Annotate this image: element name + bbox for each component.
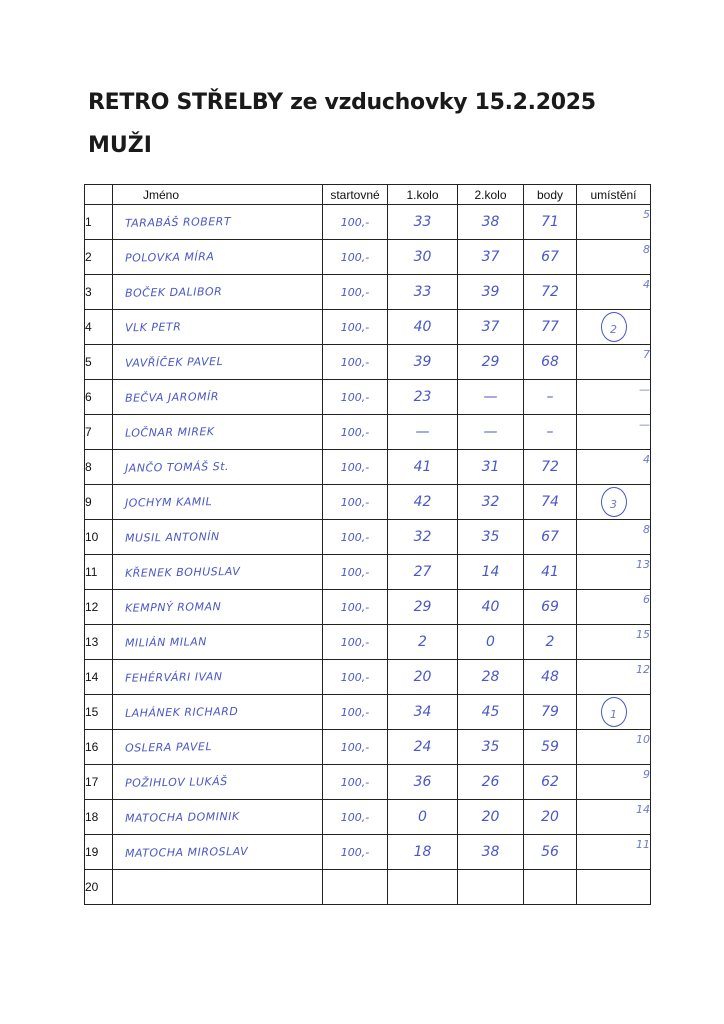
placement-value: 6 xyxy=(643,593,650,606)
entry-fee xyxy=(323,485,388,520)
row-number: 10 xyxy=(85,520,113,555)
round2-score xyxy=(458,450,524,485)
entry-fee-value: 100,- xyxy=(340,566,370,579)
entry-fee xyxy=(323,380,388,415)
row-number: 16 xyxy=(85,730,113,765)
header-fee: startovné xyxy=(323,185,388,205)
round2-score xyxy=(458,415,524,450)
competitor-name-value: MATOCHA DOMINIK xyxy=(124,809,240,825)
table-row xyxy=(85,380,651,415)
round2-score xyxy=(458,380,524,415)
round2-score xyxy=(458,590,524,625)
placement xyxy=(577,870,651,905)
competitor-name-value: VAVŘÍČEK PAVEL xyxy=(124,355,224,370)
placement xyxy=(577,415,651,450)
entry-fee-value: 100,- xyxy=(340,846,370,859)
row-number: 3 xyxy=(85,275,113,310)
header-points: body xyxy=(524,185,577,205)
placement-value: 9 xyxy=(643,768,650,781)
entry-fee xyxy=(323,415,388,450)
total-points-value: 2 xyxy=(545,634,555,650)
round2-score-value: 0 xyxy=(486,634,495,650)
round1-score-value: 30 xyxy=(413,249,432,265)
table-header-row xyxy=(85,185,651,205)
entry-fee xyxy=(323,450,388,485)
entry-fee xyxy=(323,765,388,800)
competitor-name xyxy=(113,555,323,590)
round1-score-value: 23 xyxy=(413,389,432,405)
entry-fee-value: 100,- xyxy=(340,461,370,474)
placement-value: 8 xyxy=(643,243,650,256)
entry-fee-value: 100,- xyxy=(340,391,370,404)
total-points-value: 72 xyxy=(541,284,559,300)
placement xyxy=(577,450,651,485)
placement-value: 14 xyxy=(636,803,650,816)
row-number: 7 xyxy=(85,415,113,450)
total-points xyxy=(524,275,577,310)
entry-fee-value: 100,- xyxy=(340,636,370,649)
row-number: 1 xyxy=(85,205,113,240)
round2-score-value: 38 xyxy=(481,214,500,230)
entry-fee-value: 100,- xyxy=(340,601,370,614)
competitor-name xyxy=(113,450,323,485)
round2-score xyxy=(458,625,524,660)
round1-score xyxy=(388,660,458,695)
round2-score xyxy=(458,205,524,240)
table-row xyxy=(85,415,651,450)
entry-fee-value: 100,- xyxy=(340,811,370,824)
entry-fee-value: 100,- xyxy=(340,321,370,334)
row-number: 4 xyxy=(85,310,113,345)
total-points xyxy=(524,310,577,345)
round2-score xyxy=(458,520,524,555)
round1-score xyxy=(388,485,458,520)
placement-value: 15 xyxy=(636,628,650,641)
placement xyxy=(577,765,651,800)
round1-score-value: 33 xyxy=(413,214,432,230)
results-table xyxy=(84,184,651,905)
entry-fee-value: 100,- xyxy=(340,531,370,544)
row-number: 20 xyxy=(85,870,113,905)
total-points-value: 41 xyxy=(541,564,559,580)
round2-score-value: — xyxy=(483,424,498,440)
table-row xyxy=(85,730,651,765)
round1-score xyxy=(388,625,458,660)
entry-fee-value: 100,- xyxy=(340,776,370,789)
round1-score xyxy=(388,275,458,310)
round1-score xyxy=(388,415,458,450)
row-number: 14 xyxy=(85,660,113,695)
round1-score-value: 18 xyxy=(413,844,432,860)
placement-circle xyxy=(601,312,627,342)
competitor-name-value: POLOVKA MÍRA xyxy=(124,250,215,265)
header-name: Jméno xyxy=(113,185,323,205)
row-number: 19 xyxy=(85,835,113,870)
round1-score-value: 33 xyxy=(413,284,432,300)
total-points-value: 59 xyxy=(541,739,559,755)
round1-score-value: 41 xyxy=(413,459,432,475)
row-number: 9 xyxy=(85,485,113,520)
table-row xyxy=(85,310,651,345)
competitor-name-value: BOČEK DALIBOR xyxy=(124,285,223,300)
round2-score-value: 39 xyxy=(481,284,500,300)
table-row xyxy=(85,800,651,835)
competitor-name-value: LOČNAR MIREK xyxy=(124,425,215,440)
total-points-value: 20 xyxy=(541,809,559,825)
total-points xyxy=(524,520,577,555)
placement-value: 5 xyxy=(643,208,650,221)
round2-score-value: 35 xyxy=(481,739,500,755)
round1-score xyxy=(388,800,458,835)
competitor-name-value: BEČVA JAROMÍR xyxy=(124,390,220,405)
entry-fee-value: 100,- xyxy=(340,496,370,509)
entry-fee xyxy=(323,345,388,380)
entry-fee xyxy=(323,730,388,765)
row-number: 6 xyxy=(85,380,113,415)
competitor-name xyxy=(113,485,323,520)
round1-score xyxy=(388,345,458,380)
placement-value: 10 xyxy=(636,733,650,746)
competitor-name xyxy=(113,870,323,905)
total-points-value: 69 xyxy=(541,599,559,615)
round2-score xyxy=(458,835,524,870)
table-row xyxy=(85,240,651,275)
placement-value: 2 xyxy=(610,323,617,336)
competitor-name xyxy=(113,695,323,730)
round1-score xyxy=(388,380,458,415)
round1-score xyxy=(388,695,458,730)
round1-score xyxy=(388,205,458,240)
round2-score-value: 35 xyxy=(481,529,500,545)
table-row xyxy=(85,205,651,240)
total-points-value: 62 xyxy=(541,774,559,790)
total-points xyxy=(524,485,577,520)
total-points xyxy=(524,835,577,870)
placement xyxy=(577,520,651,555)
placement-value: 13 xyxy=(636,558,650,571)
entry-fee-value: 100,- xyxy=(340,671,370,684)
placement xyxy=(577,205,651,240)
competitor-name xyxy=(113,275,323,310)
placement xyxy=(577,590,651,625)
entry-fee xyxy=(323,240,388,275)
table-row xyxy=(85,625,651,660)
round1-score-value: 42 xyxy=(413,494,432,510)
round1-score xyxy=(388,520,458,555)
competitor-name xyxy=(113,415,323,450)
row-number: 17 xyxy=(85,765,113,800)
round1-score xyxy=(388,765,458,800)
total-points xyxy=(524,450,577,485)
placement xyxy=(577,240,651,275)
total-points-value: 67 xyxy=(541,249,559,265)
round1-score-value: 0 xyxy=(418,809,427,825)
total-points xyxy=(524,205,577,240)
table-row xyxy=(85,835,651,870)
competitor-name-value: VLK PETR xyxy=(124,320,182,335)
header-round2: 2.kolo xyxy=(458,185,524,205)
entry-fee xyxy=(323,310,388,345)
total-points xyxy=(524,730,577,765)
entry-fee xyxy=(323,870,388,905)
round2-score-value: 45 xyxy=(481,704,500,720)
header-place: umístění xyxy=(577,185,651,205)
round2-score xyxy=(458,660,524,695)
round1-score-value: 27 xyxy=(413,564,432,580)
table-row xyxy=(85,520,651,555)
total-points-value: 67 xyxy=(541,529,559,545)
placement xyxy=(577,835,651,870)
competitor-name xyxy=(113,730,323,765)
entry-fee-value: 100,- xyxy=(340,251,370,264)
round1-score-value: 20 xyxy=(413,669,432,685)
round2-score-value: 29 xyxy=(481,354,500,370)
table-row xyxy=(85,450,651,485)
competitor-name-value: JANČO TOMÁŠ St. xyxy=(124,459,230,475)
competitor-name-value: MILIÁN MILAN xyxy=(124,635,208,650)
round2-score-value: 32 xyxy=(481,494,500,510)
competitor-name-value: KEMPNÝ ROMAN xyxy=(124,600,222,615)
total-points xyxy=(524,625,577,660)
placement xyxy=(577,800,651,835)
round1-score xyxy=(388,555,458,590)
round2-score-value: 26 xyxy=(481,774,500,790)
competitor-name xyxy=(113,380,323,415)
round2-score-value: 40 xyxy=(481,599,500,615)
round1-score xyxy=(388,590,458,625)
round2-score-value: 14 xyxy=(481,564,500,580)
entry-fee xyxy=(323,520,388,555)
competitor-name xyxy=(113,520,323,555)
total-points xyxy=(524,555,577,590)
row-number: 13 xyxy=(85,625,113,660)
round2-score-value: 37 xyxy=(481,249,500,265)
total-points-value: 77 xyxy=(541,319,559,335)
total-points xyxy=(524,590,577,625)
placement xyxy=(577,380,651,415)
competitor-name-value: FEHÉRVÁRI IVAN xyxy=(124,670,223,685)
placement-value: 8 xyxy=(643,523,650,536)
competitor-name-value: JOCHYM KAMIL xyxy=(124,495,213,510)
round2-score-value: — xyxy=(483,389,498,405)
entry-fee-value: 100,- xyxy=(340,356,370,369)
total-points xyxy=(524,240,577,275)
round1-score xyxy=(388,835,458,870)
row-number: 2 xyxy=(85,240,113,275)
header-round1: 1.kolo xyxy=(388,185,458,205)
placement-value: 11 xyxy=(636,838,650,851)
table-row xyxy=(85,275,651,310)
competitor-name-value: POŽIHLOV LUKÁŠ xyxy=(124,774,228,790)
entry-fee-value: 100,- xyxy=(340,286,370,299)
total-points xyxy=(524,415,577,450)
competitor-name-value: TARABÁŠ ROBERT xyxy=(124,214,232,230)
round2-score-value: 38 xyxy=(481,844,500,860)
round1-score xyxy=(388,450,458,485)
table-row xyxy=(85,870,651,905)
placement-value: 4 xyxy=(643,278,650,291)
table-row xyxy=(85,345,651,380)
entry-fee-value: 100,- xyxy=(340,216,370,229)
total-points-value: 74 xyxy=(541,494,559,510)
round1-score-value: 36 xyxy=(413,774,432,790)
round1-score-value: — xyxy=(415,424,430,440)
competitor-name xyxy=(113,590,323,625)
round2-score xyxy=(458,695,524,730)
placement-value: — xyxy=(639,418,650,431)
entry-fee xyxy=(323,275,388,310)
row-number: 11 xyxy=(85,555,113,590)
round2-score xyxy=(458,800,524,835)
round2-score xyxy=(458,555,524,590)
round2-score xyxy=(458,345,524,380)
round1-score-value: 32 xyxy=(413,529,432,545)
entry-fee xyxy=(323,205,388,240)
total-points-value: – xyxy=(546,424,554,440)
table-row xyxy=(85,555,651,590)
entry-fee xyxy=(323,695,388,730)
total-points xyxy=(524,660,577,695)
placement xyxy=(577,695,651,730)
placement-value: 3 xyxy=(610,498,617,511)
competitor-name xyxy=(113,625,323,660)
placement xyxy=(577,275,651,310)
entry-fee-value: 100,- xyxy=(340,741,370,754)
row-number: 5 xyxy=(85,345,113,380)
row-number: 12 xyxy=(85,590,113,625)
table-row xyxy=(85,590,651,625)
entry-fee-value: 100,- xyxy=(340,706,370,719)
entry-fee xyxy=(323,835,388,870)
round1-score xyxy=(388,240,458,275)
placement-value: 4 xyxy=(643,453,650,466)
round1-score-value: 39 xyxy=(413,354,432,370)
total-points-value: 79 xyxy=(541,704,559,720)
total-points-value: 71 xyxy=(541,214,559,230)
placement-value: 1 xyxy=(610,708,617,721)
competitor-name-value: KŘENEK BOHUSLAV xyxy=(124,564,241,580)
document-title: RETRO STŘELBY ze vzduchovky 15.2.2025 xyxy=(88,90,596,115)
total-points xyxy=(524,380,577,415)
competitor-name xyxy=(113,835,323,870)
row-number: 18 xyxy=(85,800,113,835)
total-points-value: 48 xyxy=(541,669,559,685)
total-points-value: – xyxy=(546,389,554,405)
competitor-name xyxy=(113,240,323,275)
total-points-value: 72 xyxy=(541,459,559,475)
round2-score xyxy=(458,485,524,520)
round1-score-value: 40 xyxy=(413,319,432,335)
table-row xyxy=(85,765,651,800)
total-points-value: 68 xyxy=(541,354,559,370)
total-points-value: 56 xyxy=(541,844,559,860)
entry-fee xyxy=(323,555,388,590)
total-points xyxy=(524,870,577,905)
competitor-name xyxy=(113,205,323,240)
table-row xyxy=(85,660,651,695)
competitor-name-value: OSLERA PAVEL xyxy=(124,740,213,755)
placement-circle xyxy=(601,697,627,727)
competitor-name xyxy=(113,345,323,380)
round1-score-value: 29 xyxy=(413,599,432,615)
placement-value: — xyxy=(639,383,650,396)
round2-score-value: 20 xyxy=(481,809,500,825)
competitor-name xyxy=(113,800,323,835)
entry-fee xyxy=(323,800,388,835)
round2-score-value: 37 xyxy=(481,319,500,335)
round1-score xyxy=(388,730,458,765)
placement xyxy=(577,485,651,520)
round2-score-value: 28 xyxy=(481,669,500,685)
placement xyxy=(577,730,651,765)
row-number: 15 xyxy=(85,695,113,730)
round2-score xyxy=(458,275,524,310)
round2-score xyxy=(458,730,524,765)
placement xyxy=(577,660,651,695)
total-points xyxy=(524,345,577,380)
round2-score xyxy=(458,870,524,905)
round1-score xyxy=(388,870,458,905)
round2-score xyxy=(458,240,524,275)
document-subtitle: MUŽI xyxy=(88,133,152,158)
table-row xyxy=(85,695,651,730)
row-number: 8 xyxy=(85,450,113,485)
competitor-name-value: MATOCHA MIROSLAV xyxy=(124,844,249,860)
competitor-name-value: MUSIL ANTONÍN xyxy=(124,530,220,545)
total-points xyxy=(524,800,577,835)
total-points xyxy=(524,765,577,800)
competitor-name xyxy=(113,310,323,345)
placement xyxy=(577,625,651,660)
table-row xyxy=(85,485,651,520)
placement-circle xyxy=(601,487,627,517)
entry-fee xyxy=(323,625,388,660)
placement-value: 7 xyxy=(643,348,650,361)
round1-score-value: 34 xyxy=(413,704,432,720)
round2-score-value: 31 xyxy=(481,459,500,475)
round1-score-value: 2 xyxy=(418,634,427,650)
round1-score-value: 24 xyxy=(413,739,432,755)
round1-score xyxy=(388,310,458,345)
placement xyxy=(577,310,651,345)
competitor-name xyxy=(113,660,323,695)
entry-fee xyxy=(323,660,388,695)
entry-fee-value: 100,- xyxy=(340,426,370,439)
entry-fee xyxy=(323,590,388,625)
placement xyxy=(577,555,651,590)
header-number xyxy=(85,185,113,205)
placement-value: 12 xyxy=(636,663,650,676)
total-points xyxy=(524,695,577,730)
competitor-name xyxy=(113,765,323,800)
placement xyxy=(577,345,651,380)
round2-score xyxy=(458,310,524,345)
competitor-name-value: LAHÁNEK RICHARD xyxy=(124,704,239,720)
round2-score xyxy=(458,765,524,800)
